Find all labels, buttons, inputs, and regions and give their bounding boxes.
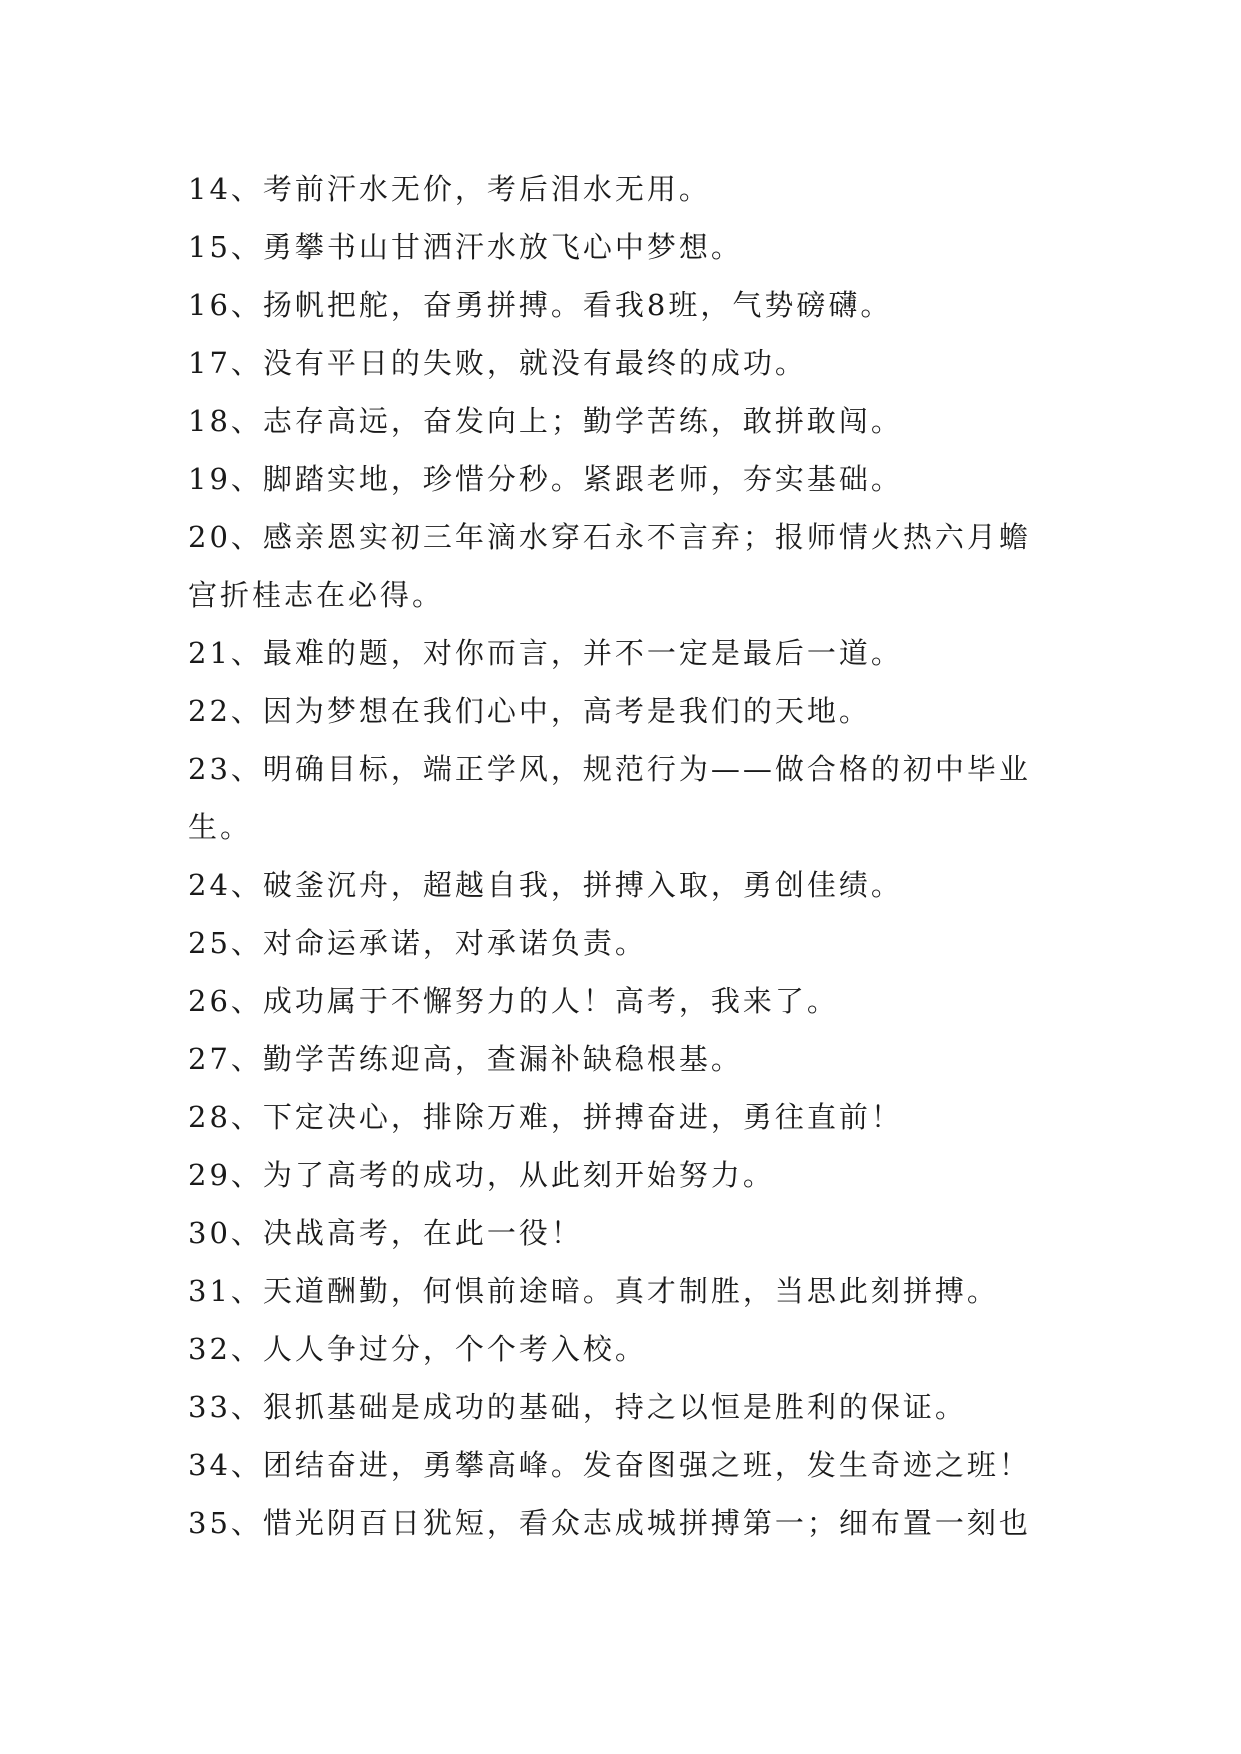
text-line: 16、扬帆把舵，奋勇拼搏。看我8班，气势磅礴。: [188, 288, 893, 322]
text-line: 29、为了高考的成功，从此刻开始努力。: [188, 1158, 775, 1192]
text-line: 33、狠抓基础是成功的基础，持之以恒是胜利的保证。: [188, 1390, 967, 1424]
slogan-list: [188, 160, 1068, 1552]
text-line: 25、对命运承诺，对承诺负责。: [188, 926, 647, 960]
text-line: 34、团结奋进，勇攀高峰。发奋图强之班，发生奇迹之班！: [188, 1448, 1031, 1482]
text-line: 28、下定决心，排除万难，拼搏奋进，勇往直前！: [188, 1100, 903, 1134]
text-line: 32、人人争过分，个个考入校。: [188, 1332, 647, 1366]
text-line: 31、天道酬勤，何惧前途暗。真才制胜，当思此刻拼搏。: [188, 1274, 999, 1308]
text-line: 27、勤学苦练迎高，查漏补缺稳根基。: [188, 1042, 743, 1076]
text-line: 生。: [188, 810, 253, 844]
text-line: 15、勇攀书山甘洒汗水放飞心中梦想。: [188, 230, 743, 264]
text-line: 23、明确目标，端正学风，规范行为——做合格的初中毕业: [188, 752, 1031, 786]
text-line: 26、成功属于不懈努力的人！高考，我来了。: [188, 984, 839, 1018]
text-line: 35、惜光阴百日犹短，看众志成城拼搏第一；细布置一刻也: [188, 1506, 1031, 1540]
text-line: 20、感亲恩实初三年滴水穿石永不言弃；报师情火热六月蟾: [188, 520, 1031, 554]
text-line: 宫折桂志在必得。: [188, 578, 445, 612]
text-line: 30、决战高考，在此一役！: [188, 1216, 583, 1250]
text-line: 19、脚踏实地，珍惜分秒。紧跟老师，夯实基础。: [188, 462, 903, 496]
text-line: 24、破釜沉舟，超越自我，拼搏入取，勇创佳绩。: [188, 868, 903, 902]
text-line: 17、没有平日的失败，就没有最终的成功。: [188, 346, 807, 380]
text-line: 14、考前汗水无价，考后泪水无用。: [188, 172, 711, 206]
text-line: 18、志存高远，奋发向上；勤学苦练，敢拼敢闯。: [188, 404, 903, 438]
text-line: 22、因为梦想在我们心中，高考是我们的天地。: [188, 694, 871, 728]
text-line: 21、最难的题，对你而言，并不一定是最后一道。: [188, 636, 903, 670]
